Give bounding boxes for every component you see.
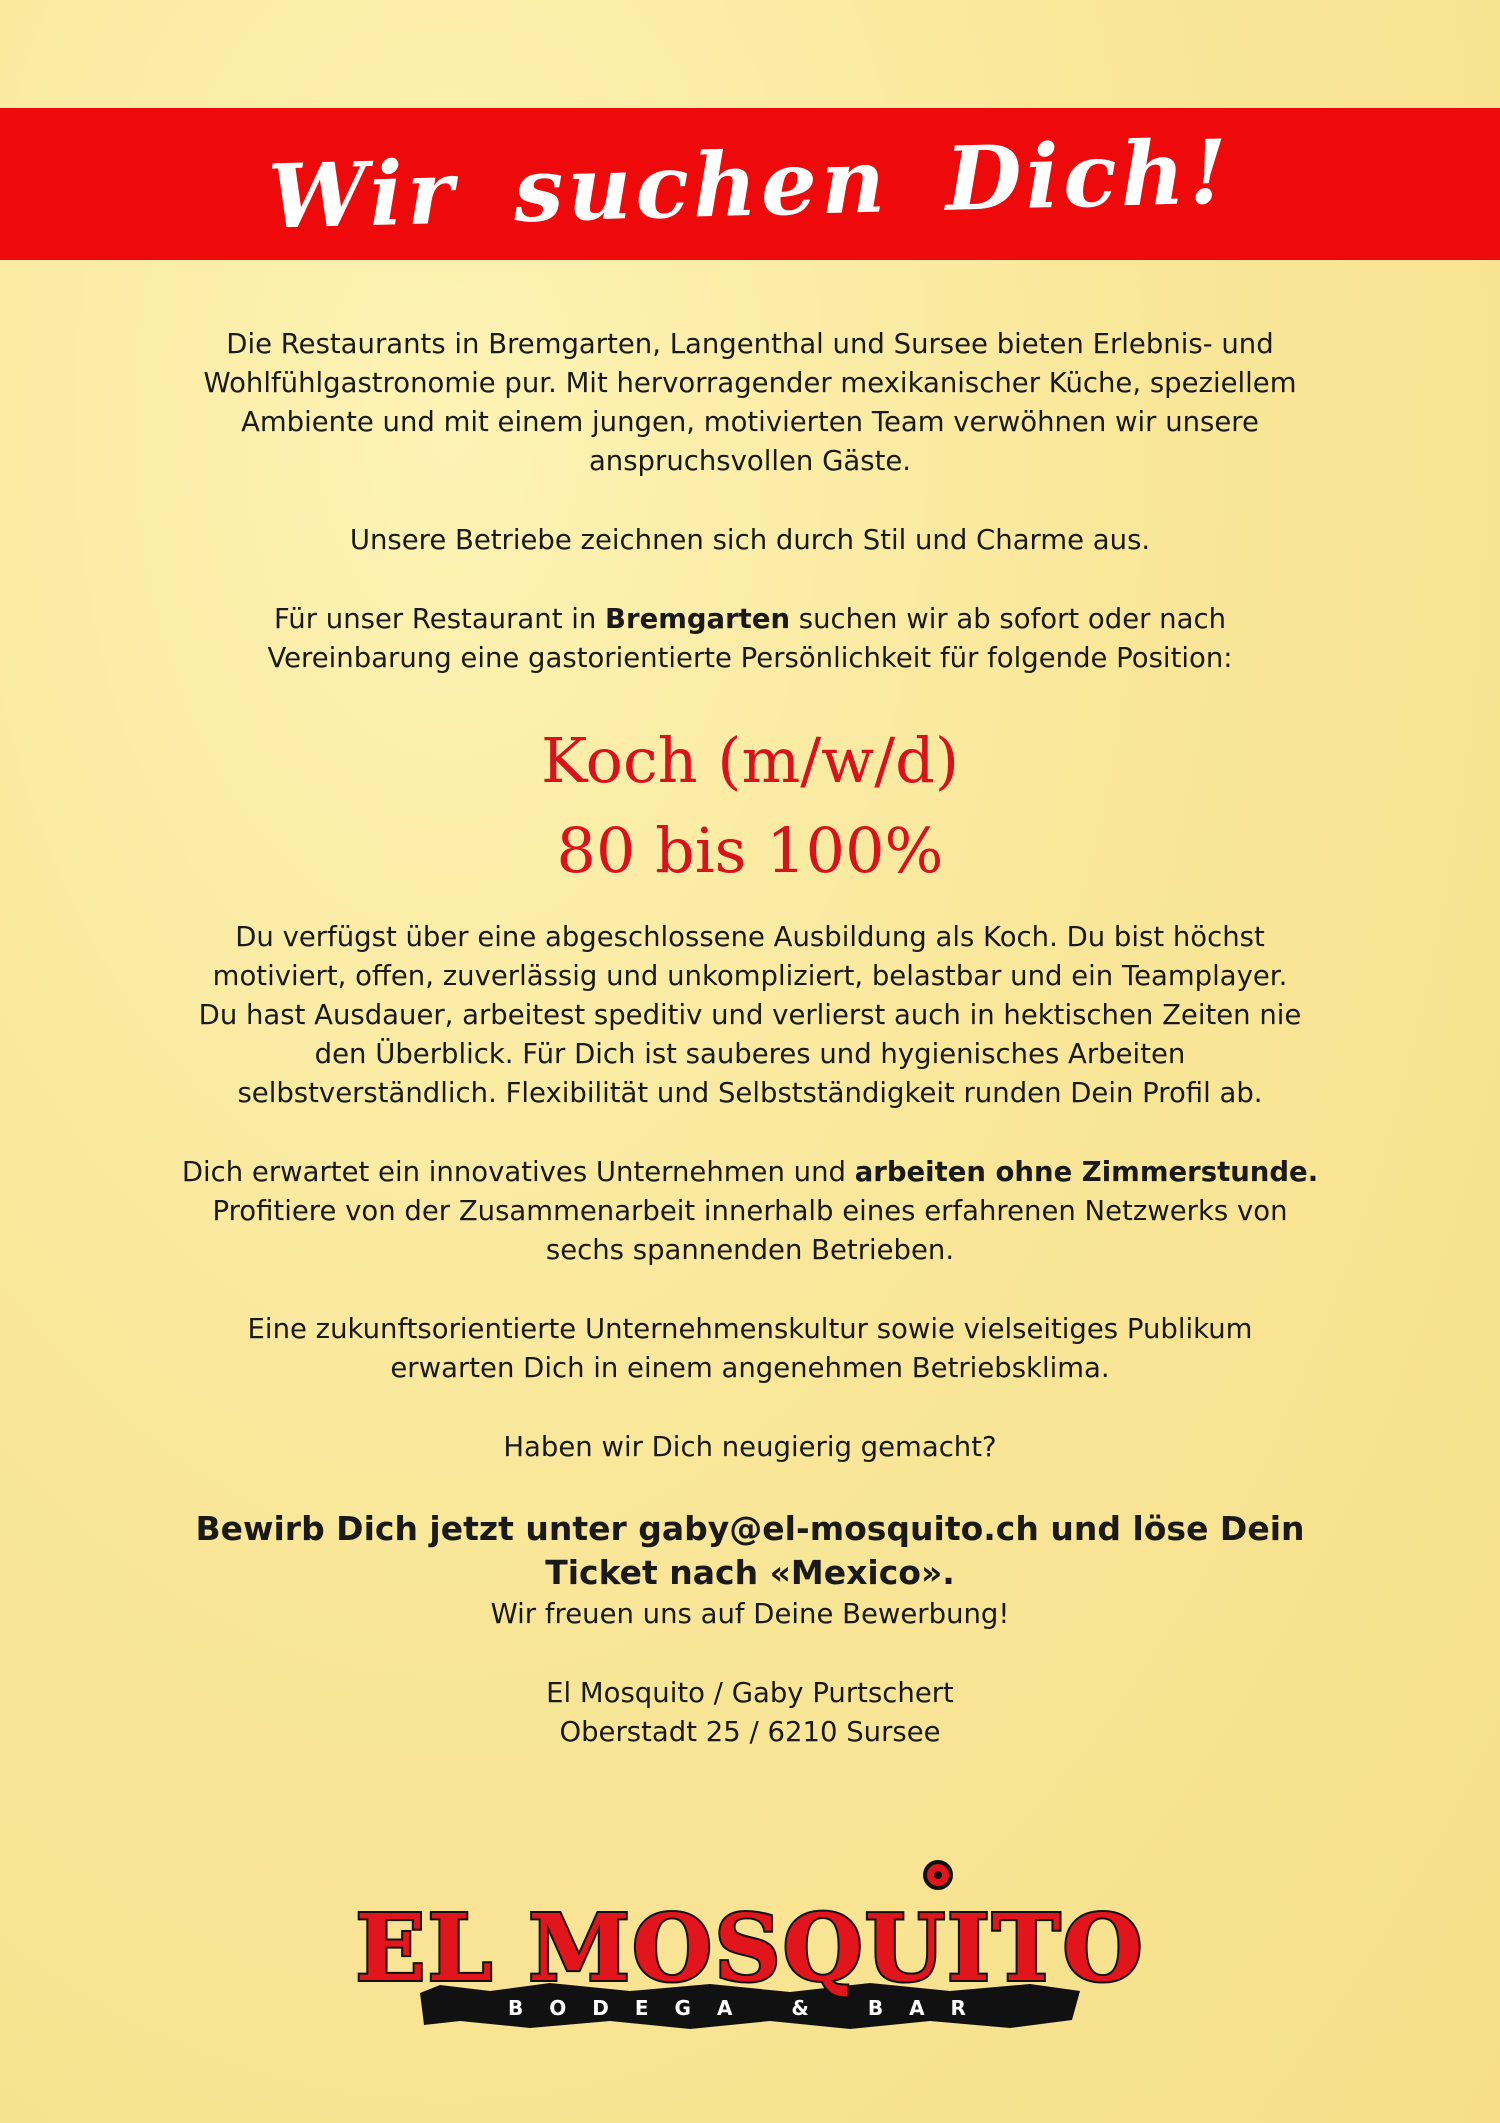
logo-dot-center-icon [934, 1871, 942, 1879]
thanks-line: Wir freuen uns auf Deine Bewerbung! [490, 1598, 1010, 1630]
contact-address: Oberstadt 25 / 6210 Sursee [559, 1716, 941, 1748]
profile-paragraph [150, 918, 1350, 1113]
profile-line: Du verfügst über eine abgeschlossene Ausbildung als Koch. Du bist höchst [235, 921, 1265, 953]
apply-line: Ticket nach «Mexico». [545, 1553, 955, 1592]
profile-line: selbstverständlich. Flexibilität und Selbstständigkeit runden Dein Profil ab. [237, 1077, 1263, 1109]
position-title: Koch (m/w/d) [540, 724, 960, 797]
apply-line: Bewirb Dich jetzt unter gaby@el-mosquito.ch und löse Dein [195, 1509, 1305, 1548]
intro-paragraph [150, 325, 1350, 481]
offer-line: Profitiere von der Zusammenarbeit innerhalb eines erfahrenen Netzwerks von [212, 1195, 1288, 1227]
search-line [150, 600, 1350, 639]
position-heading [150, 716, 1350, 896]
search-paragraph [150, 600, 1350, 678]
search-text: suchen wir ab sofort oder nach [790, 603, 1226, 635]
offer-line: sechs spannenden Betrieben. [545, 1234, 955, 1266]
culture-line: erwarten Dich in einem angenehmen Betriebsklima. [390, 1352, 1110, 1384]
el-mosquito-logo [355, 1845, 1145, 2065]
search-line: Vereinbarung eine gastorientierte Persönlichkeit für folgende Position: [267, 642, 1233, 674]
culture-paragraph [150, 1310, 1350, 1388]
intro-line: Die Restaurants in Bremgarten, Langenthal und Sursee bieten Erlebnis- und [226, 328, 1274, 360]
apply-call-to-action [150, 1507, 1350, 1595]
header-banner [0, 108, 1500, 260]
offer-line [150, 1153, 1350, 1192]
job-ad-body [150, 325, 1350, 1752]
offer-text: Dich erwartet ein innovatives Unternehmen und [181, 1156, 855, 1188]
position-workload: 80 bis 100% [556, 814, 944, 887]
profile-line: motiviert, offen, zuverlässig und unkompliziert, belastbar und ein Teamplayer. [212, 960, 1288, 992]
contact-block [150, 1674, 1350, 1752]
intro-line: Ambiente und mit einem jungen, motivierten Team verwöhnen wir unsere [241, 406, 1259, 438]
profile-line: Du hast Ausdauer, arbeitest speditiv und verlierst auch in hektischen Zeiten nie [198, 999, 1302, 1031]
culture-line: Eine zukunftsorientierte Unternehmenskultur sowie vielseitiges Publikum [247, 1313, 1253, 1345]
question-line: Haben wir Dich neugierig gemacht? [503, 1431, 997, 1463]
location-bremgarten: Bremgarten [605, 603, 791, 635]
offer-highlight: arbeiten ohne Zimmerstunde. [854, 1156, 1319, 1188]
logo-tagline: BODEGA & BAR [508, 1996, 992, 2020]
offer-paragraph [150, 1153, 1350, 1270]
intro-line: anspruchsvollen Gäste. [588, 445, 912, 477]
profile-line: den Überblick. Für Dich ist sauberes und hygienisches Arbeiten [314, 1038, 1186, 1070]
logo-wordmark: EL MOSQUITO [355, 1894, 1145, 2002]
contact-name: El Mosquito / Gaby Purtschert [546, 1677, 954, 1709]
search-text: Für unser Restaurant in [273, 603, 606, 635]
intro-line: Wohlfühlgastronomie pur. Mit hervorragender mexikanischer Küche, speziellem [203, 367, 1297, 399]
page-title: Wir suchen Dich! [267, 119, 1233, 249]
style-paragraph: Unsere Betriebe zeichnen sich durch Stil und Charme aus. [349, 524, 1151, 556]
